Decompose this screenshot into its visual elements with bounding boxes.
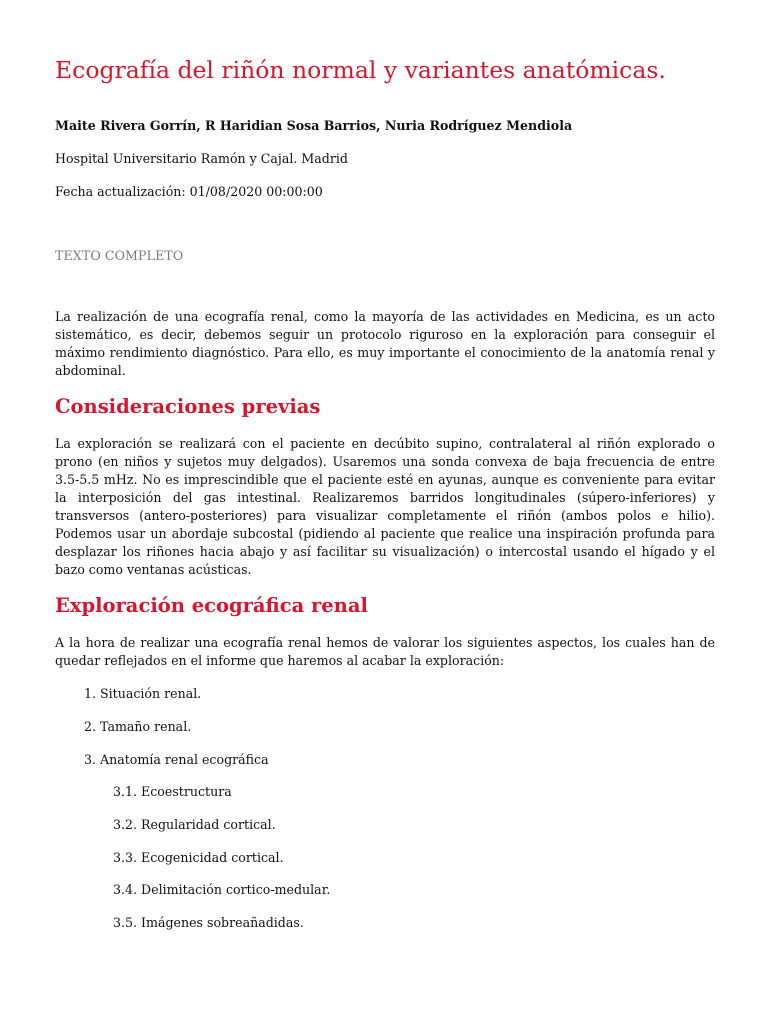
update-date-label: Fecha actualización: <box>55 184 186 199</box>
list-subitem: 3.2. Regularidad cortical. <box>113 817 276 832</box>
section-paragraph-consideraciones: La exploración se realizará con el paciente en decúbito supino, contralateral al riñón explorado o prono (en niños y sujetos muy delgados). Usaremos una sonda convexa de baja frecuencia de entre 3.5-5.5 mHz. No es imprescindible que el paciente esté en ayunas, aunque es conveniente para evitar la interposición del gas intestinal. Realizaremos barridos longitudinales (súpero-inferiores) y transversos (antero-posteriores) para visualizar completamente el riñón (ambos polos e hilio). Podemos usar un abordaje subcostal (pidiendo al paciente que realice una inspiración profunda para desplazar los riñones hacia abajo y así facilitar su visualización) o intercostal usando el hígado y el bazo como ventanas acústicas. <box>55 436 715 577</box>
list-item: 2. Tamaño renal. <box>84 719 192 734</box>
list-subitem: 3.4. Delimitación cortico-medular. <box>113 882 331 897</box>
article-authors: Maite Rivera Gorrín, R Haridian Sosa Barrios, Nuria Rodríguez Mendiola <box>55 118 573 133</box>
list-subitem: 3.3. Ecogenicidad cortical. <box>113 850 284 865</box>
section-paragraph-exploracion: A la hora de realizar una ecografía renal hemos de valorar los siguientes aspectos, los cuales han de quedar reflejados en el informe que haremos al acabar la exploración: <box>55 635 715 668</box>
list-subitem: 3.5. Imágenes sobreañadidas. <box>113 915 304 930</box>
list-item: 1. Situación renal. <box>84 686 202 701</box>
article-update-date <box>55 183 323 201</box>
intro-paragraph: La realización de una ecografía renal, como la mayoría de las actividades en Medicina, es un acto sistemático, es decir, debemos seguir un protocolo riguroso en la exploración para conseguir el máximo rendimiento diagnóstico. Para ello, es muy importante el conocimiento de la anatomía renal y abdominal. <box>55 309 715 378</box>
list-item: 3. Anatomía renal ecográfica <box>84 752 269 767</box>
article-title: Ecografía del riñón normal y variantes anatómicas. <box>55 56 666 84</box>
article-institution: Hospital Universitario Ramón y Cajal. Madrid <box>55 151 348 166</box>
full-text-link[interactable]: TEXTO COMPLETO <box>55 248 184 263</box>
list-subitem: 3.1. Ecoestructura <box>113 784 232 799</box>
section-heading-consideraciones: Consideraciones previas <box>55 395 321 418</box>
update-date-value: 01/08/2020 00:00:00 <box>189 184 323 199</box>
section-heading-exploracion: Exploración ecográfica renal <box>55 594 368 617</box>
